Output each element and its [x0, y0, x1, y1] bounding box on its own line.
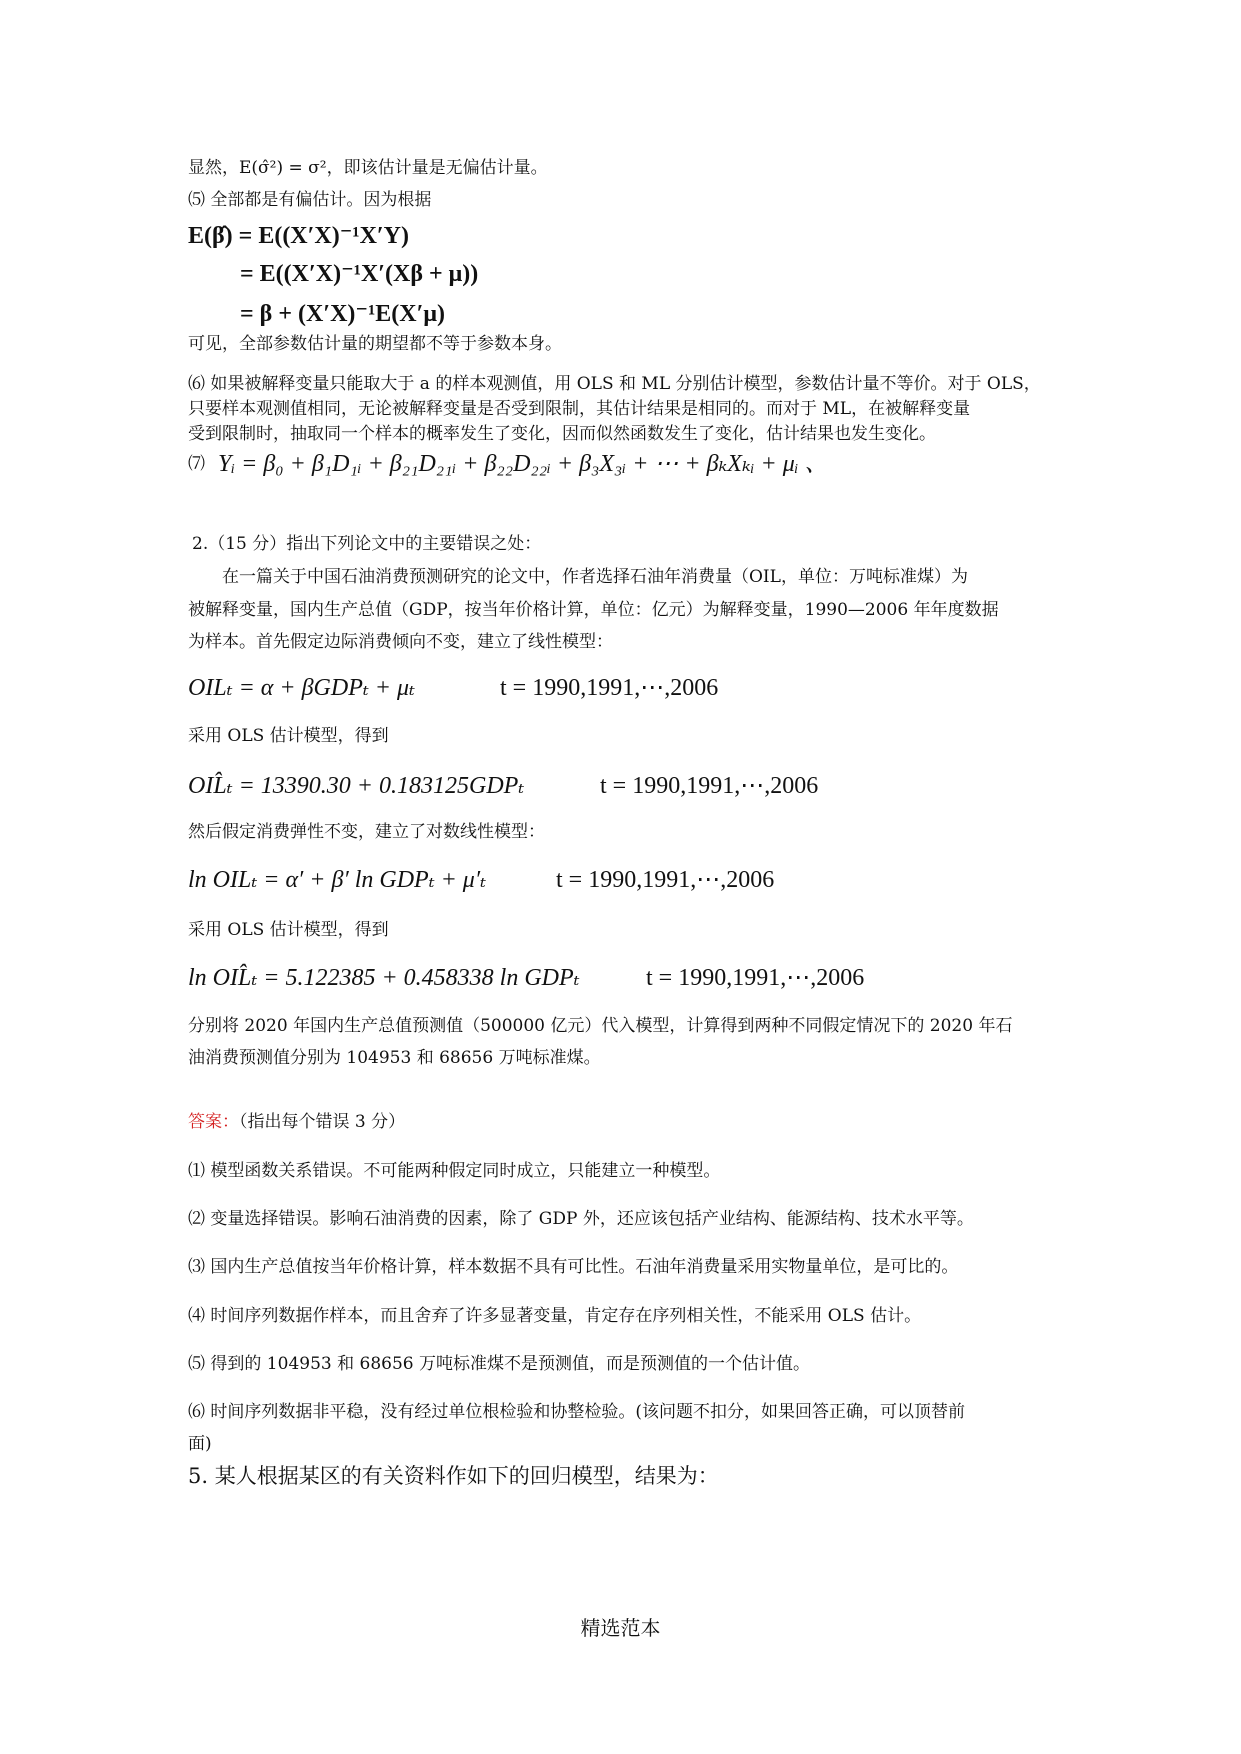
- eq-5-line-3: = β + (X′X)⁻¹E(X′μ): [240, 301, 445, 327]
- question-5-title: 5. 某人根据某区的有关资料作如下的回归模型，结果为：: [188, 1464, 719, 1488]
- answer-item-4: ⑷ 时间序列数据作样本，而且舍弃了许多显著变量，肯定存在序列相关性，不能采用 OLS 估计。: [188, 1306, 922, 1326]
- answer-label: 答案：: [188, 1112, 239, 1132]
- eq-log-estimate: ln OIL̂ₜ = 5.122385 + 0.458338 ln GDPₜ: [188, 965, 580, 991]
- answer-item-6-line-2: 面): [188, 1434, 212, 1454]
- q2-para-line-3: 为样本。首先假定边际消费倾向不变，建立了线性模型：: [188, 632, 613, 652]
- answer-item-5: ⑸ 得到的 104953 和 68656 万吨标准煤不是预测值，而是预测值的一个估计值。: [188, 1354, 810, 1374]
- eq-log-model: ln OILₜ = α′ + β′ ln GDPₜ + μ′ₜ: [188, 867, 487, 893]
- eq-linear-estimate: OIL̂ₜ = 13390.30 + 0.183125GDPₜ: [188, 773, 525, 799]
- answer-scoring: （指出每个错误 3 分）: [239, 1112, 406, 1132]
- item-6-line-3: 受到限制时，抽取同一个样本的概率发生了变化，因而似然函数发生了变化，估计结果也发生变化。: [188, 424, 936, 444]
- ols-line-1: 采用 OLS 估计模型，得到: [188, 726, 389, 746]
- item-5-conclusion: 可见，全部参数估计量的期望都不等于参数本身。: [188, 334, 562, 354]
- item-6-line-1: ⑹ 如果被解释变量只能取大于 a 的样本观测值，用 OLS 和 ML 分别估计模型，参数估计量不等价。对于 OLS，: [188, 374, 1041, 394]
- line-unbiased-variance: 显然，E(σ̂²) = σ²，即该估计量是无偏估计量。: [188, 158, 548, 178]
- item-7-label: ⑺: [188, 454, 205, 474]
- question-2-title: 2.（15 分）指出下列论文中的主要错误之处：: [192, 534, 542, 554]
- answer-heading: [188, 1114, 405, 1131]
- answer-item-3: ⑶ 国内生产总值按当年价格计算，样本数据不具有可比性。石油年消费量采用实物量单位，是可比的。: [188, 1257, 959, 1277]
- forecast-line-1: 分别将 2020 年国内生产总值预测值（500000 亿元）代入模型，计算得到两种不同假定情况下的 2020 年石: [188, 1016, 1013, 1036]
- eq-5-line-2: = E((X′X)⁻¹X′(Xβ + μ)): [240, 261, 479, 287]
- answer-item-2: ⑵ 变量选择错误。影响石油消费的因素，除了 GDP 外，还应该包括产业结构、能源结构、技术水平等。: [188, 1209, 974, 1229]
- eq-5-line-1: E(β̂) = E((X′X)⁻¹X′Y): [188, 223, 409, 249]
- item-5-intro: ⑸ 全部都是有偏估计。因为根据: [188, 190, 432, 210]
- answer-item-1: ⑴ 模型函数关系错误。不可能两种假定同时成立，只能建立一种模型。: [188, 1161, 721, 1181]
- q2-para-line-1: 在一篇关于中国石油消费预测研究的论文中，作者选择石油年消费量（OIL，单位：万吨标准煤）为: [222, 567, 968, 587]
- eq-linear-estimate-range: t = 1990,1991,⋯,2006: [600, 773, 819, 799]
- forecast-line-2: 油消费预测值分别为 104953 和 68656 万吨标准煤。: [188, 1048, 601, 1068]
- eq-log-model-range: t = 1990,1991,⋯,2006: [556, 867, 775, 893]
- answer-item-6-line-1: ⑹ 时间序列数据非平稳，没有经过单位根检验和协整检验。(该问题不扣分，如果回答正确，可以顶替前: [188, 1402, 966, 1422]
- page-footer: 精选范本: [580, 1616, 661, 1640]
- q2-para-line-2: 被解释变量，国内生产总值（GDP，按当年价格计算，单位：亿元）为解释变量，1990—2006 年年度数据: [188, 600, 999, 620]
- eq-linear-model: OILₜ = α + βGDPₜ + μₜ: [188, 675, 415, 701]
- eq-log-estimate-range: t = 1990,1991,⋯,2006: [646, 965, 865, 991]
- item-6-line-2: 只要样本观测值相同，无论被解释变量是否受到限制，其估计结果是相同的。而对于 ML，在被解释变量: [188, 399, 971, 419]
- eq-7-dummy-model: Yᵢ = β₀ + β₁D₁ᵢ + β₂₁D₂₁ᵢ + β₂₂D₂₂ᵢ + β₃X₃ᵢ + ⋯ + βₖXₖᵢ + μᵢ 、: [218, 451, 829, 477]
- ols-line-2: 采用 OLS 估计模型，得到: [188, 920, 389, 940]
- then-log-model: 然后假定消费弹性不变，建立了对数线性模型：: [188, 822, 545, 842]
- eq-linear-model-range: t = 1990,1991,⋯,2006: [500, 675, 719, 701]
